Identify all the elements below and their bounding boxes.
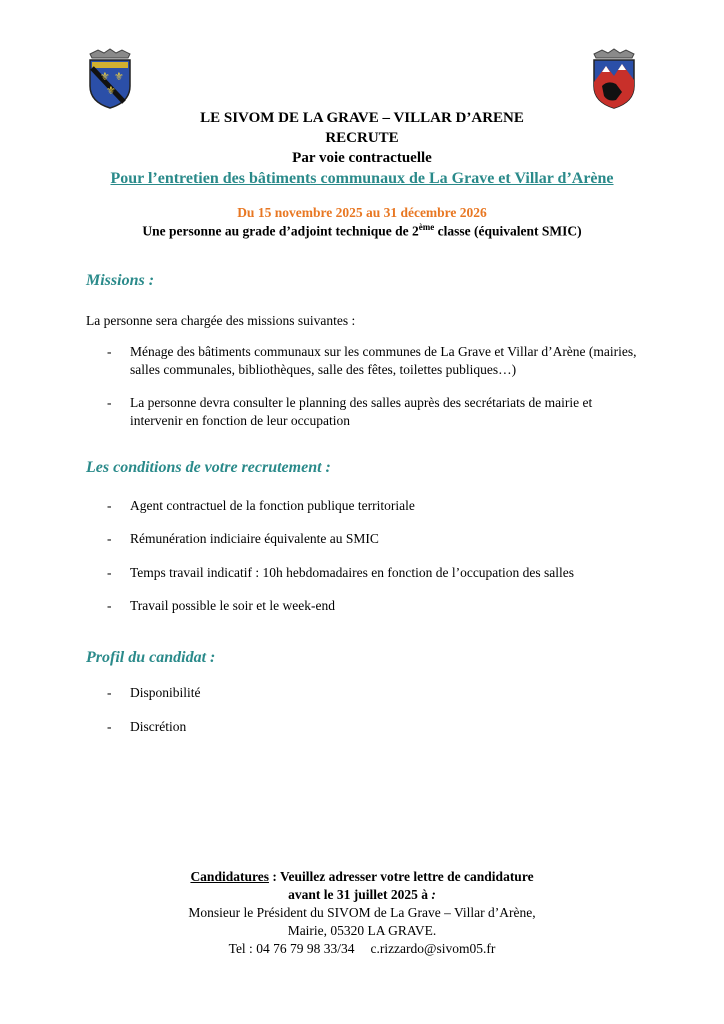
list-item bbox=[107, 530, 647, 548]
job-purpose: Pour l’entretien des bâtiments communaux de La Grave et Villar d’Arène bbox=[110, 170, 614, 187]
contract-dates: Du 15 novembre 2025 au 31 décembre 2026 bbox=[237, 205, 487, 220]
bullet-dash: - bbox=[107, 565, 112, 580]
list-item bbox=[107, 597, 647, 615]
villar-darene-coat-of-arms bbox=[588, 46, 640, 110]
conditions-heading: Les conditions de votre recrutement : bbox=[86, 459, 331, 476]
list-item-text: Disponibilité bbox=[130, 685, 201, 700]
grade-text: Une personne au grade d’adjoint technique de 2 bbox=[142, 223, 419, 239]
candidatures-line bbox=[0, 868, 724, 886]
list-item bbox=[107, 684, 647, 702]
bullet-dash: - bbox=[107, 531, 112, 546]
bullet-dash: - bbox=[107, 498, 112, 513]
candidatures-label: Candidatures bbox=[190, 869, 269, 884]
list-item bbox=[107, 497, 647, 515]
contact-line bbox=[0, 940, 724, 958]
profil-heading: Profil du candidat : bbox=[86, 649, 216, 666]
grade-text-end: classe (équivalent SMIC) bbox=[434, 223, 582, 239]
list-item bbox=[107, 718, 647, 736]
list-item-text: La personne devra consulter le planning des salles auprès des secrétariats de mairie et intervenir en fonction de leur occupation bbox=[130, 395, 593, 428]
svg-text:⚜: ⚜ bbox=[106, 84, 116, 97]
la-grave-coat-of-arms bbox=[84, 46, 136, 110]
list-item-text: Rémunération indiciaire équivalente au SMIC bbox=[130, 531, 379, 546]
deadline-line bbox=[0, 886, 724, 904]
list-item-text: Agent contractuel de la fonction publique territoriale bbox=[130, 498, 415, 513]
list-item bbox=[107, 394, 647, 430]
bullet-dash: - bbox=[107, 344, 112, 359]
deadline-text: avant le 31 juillet 2025 à bbox=[288, 887, 428, 902]
list-item-text: Discrétion bbox=[130, 719, 187, 734]
bullet-dash: - bbox=[107, 719, 112, 734]
svg-text:⚜: ⚜ bbox=[100, 70, 110, 83]
missions-intro: La personne sera chargée des missions suivantes : bbox=[86, 313, 356, 328]
grade-line bbox=[0, 222, 724, 240]
candidatures-text: : Veuillez adresser votre lettre de candidature bbox=[268, 869, 534, 884]
bullet-dash: - bbox=[107, 598, 112, 613]
contract-type: Par voie contractuelle bbox=[292, 150, 432, 166]
svg-text:⚜: ⚜ bbox=[114, 70, 124, 83]
missions-heading: Missions : bbox=[86, 272, 155, 289]
bullet-dash: - bbox=[107, 395, 112, 410]
application-instructions bbox=[0, 868, 724, 958]
list-item-text: Ménage des bâtiments communaux sur les communes de La Grave et Villar d’Arène (mairies, salles communales, bibliothèques, salle des fêtes, toilettes publiques…) bbox=[130, 344, 637, 377]
address-line-2: Mairie, 05320 LA GRAVE. bbox=[287, 923, 437, 938]
page-title: LE SIVOM DE LA GRAVE – VILLAR D’ARENE bbox=[200, 110, 524, 126]
list-item-text: Temps travail indicatif : 10h hebdomadaires en fonction de l’occupation des salles bbox=[130, 565, 575, 580]
recrute-heading: RECRUTE bbox=[325, 130, 399, 146]
list-item bbox=[107, 564, 647, 582]
list-item bbox=[107, 343, 647, 379]
address-line-1: Monsieur le Président du SIVOM de La Grave – Villar d’Arène, bbox=[188, 905, 536, 920]
list-item-text: Travail possible le soir et le week-end bbox=[130, 598, 335, 613]
bullet-dash: - bbox=[107, 685, 112, 700]
email-address[interactable]: c.rizzardo@sivom05.fr bbox=[370, 941, 496, 956]
deadline-colon: : bbox=[428, 887, 436, 902]
grade-superscript: ème bbox=[418, 222, 435, 232]
phone-number: Tel : 04 76 79 98 33/34 bbox=[228, 941, 355, 956]
